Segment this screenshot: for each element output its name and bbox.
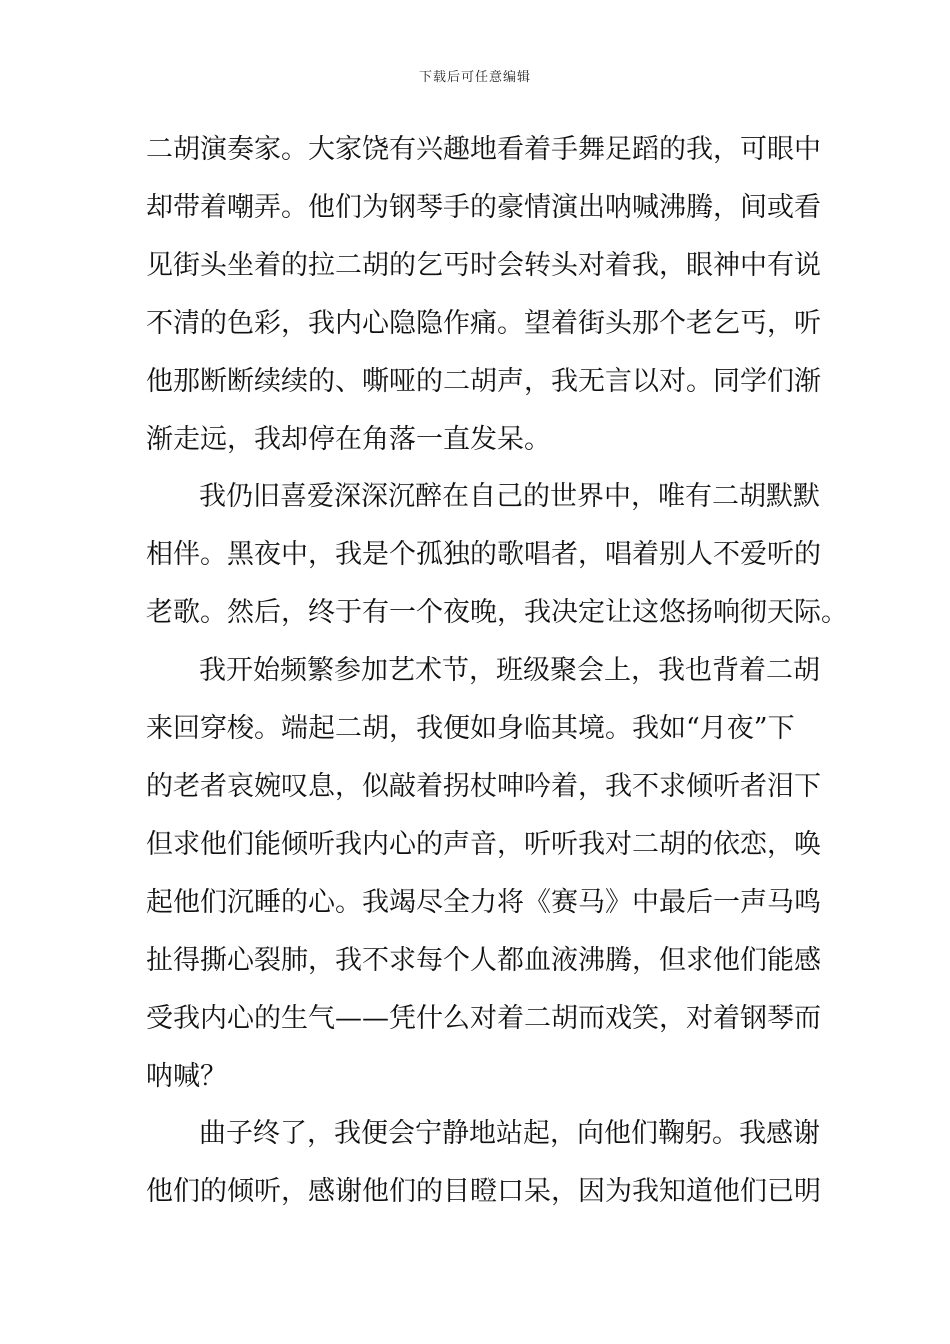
page-header: 下载后可任意编辑	[418, 70, 531, 85]
text-line: 渐走远，我却停在角落一直发呆。	[146, 424, 551, 455]
text-line: 老歌。然后，终于有一个夜晚，我决定让这悠扬响彻天际。	[146, 597, 848, 628]
text-line: 见街头坐着的拉二胡的乞丐时会转头对着我，眼神中有说	[146, 250, 821, 281]
text-line: 他那断断续续的、嘶哑的二胡声，我无言以对。同学们渐	[146, 366, 821, 397]
paragraph-first-line: 我开始频繁参加艺术节，班级聚会上，我也背着二胡	[199, 655, 820, 686]
paragraph-first-line: 我仍旧喜爱深深沉醉在自己的世界中，唯有二胡默默	[199, 481, 820, 512]
text-line: 相伴。黑夜中，我是个孤独的歌唱者，唱着别人不爱听的	[146, 539, 821, 570]
text-line: 二胡演奏家。大家饶有兴趣地看着手舞足蹈的我，可眼中	[146, 134, 821, 165]
text-line: 不清的色彩，我内心隐隐作痛。望着街头那个老乞丐，听	[146, 308, 821, 339]
text-line: 扯得撕心裂肺，我不求每个人都血液沸腾，但求他们能感	[146, 945, 821, 976]
text-line: 受我内心的生气——凭什么对着二胡而戏笑，对着钢琴而	[146, 1003, 821, 1034]
text-line: 却带着嘲弄。他们为钢琴手的豪情演出呐喊沸腾，间或看	[146, 192, 821, 223]
text-line: 他们的倾听，感谢他们的目瞪口呆，因为我知道他们已明	[146, 1176, 821, 1207]
text-line: 起他们沉睡的心。我竭尽全力将《赛马》中最后一声马鸣	[146, 887, 821, 918]
text-line: 呐喊？	[146, 1061, 227, 1092]
text-line: 但求他们能倾听我内心的声音，听听我对二胡的依恋，唤	[146, 829, 821, 860]
paragraph-first-line: 曲子终了，我便会宁静地站起，向他们鞠躬。我感谢	[199, 1118, 820, 1149]
text-line: 来回穿梭。端起二胡，我便如身临其境。我如“月夜”下	[146, 713, 795, 744]
text-line: 的老者哀婉叹息，似敲着拐杖呻吟着，我不求倾听者泪下	[146, 771, 821, 802]
